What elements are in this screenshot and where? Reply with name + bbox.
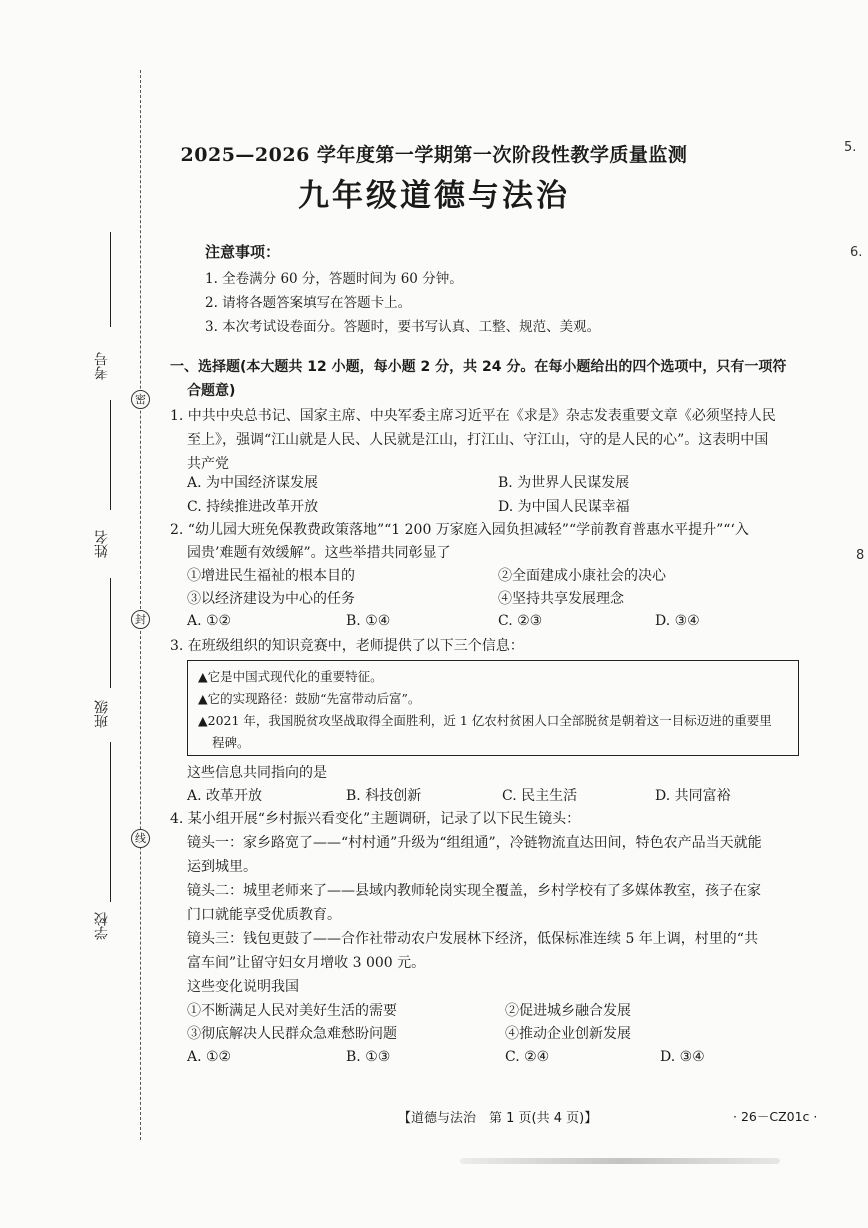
- q2-option-d: D. ③④: [655, 613, 700, 629]
- q3-info-1: ▲它是中国式现代化的重要特征。: [198, 669, 383, 684]
- next-page-fragment-5: 5.: [844, 140, 857, 155]
- section-heading-cont: 合题意): [187, 383, 236, 399]
- q2-line-2: 园贵’难题有效缓解”。这些举措共同彰显了: [187, 545, 451, 561]
- paper-code: · 26－CZ01c ·: [733, 1109, 818, 1124]
- q3-info-box: [187, 660, 799, 756]
- q4-line-5: 门口就能享受优质教育。: [187, 907, 341, 923]
- q4-option-c: C. ②④: [505, 1049, 550, 1065]
- notice-item-1: 1. 全卷满分 60 分，答题时间为 60 分钟。: [205, 271, 463, 287]
- q2-option-a: A. ①②: [187, 613, 232, 629]
- q2-statement-1: ①增进民生福祉的根本目的: [187, 568, 355, 584]
- q4-line-4: 镜头二：城里老师来了——县域内教师轮岗实现全覆盖，乡村学校有了多媒体教室，孩子在家: [187, 883, 761, 899]
- q1-option-b: B. 为世界人民谋发展: [498, 475, 630, 491]
- q3-option-a: A. 改革开放: [187, 788, 263, 804]
- q4-statement-4: ④推动企业创新发展: [505, 1026, 631, 1042]
- q4-option-b: B. ①③: [346, 1049, 391, 1065]
- class-label: 班级: [94, 700, 110, 728]
- school-label: 学校: [94, 912, 110, 940]
- q1-line-1: 1. 中共中央总书记、国家主席、中央军委主席习近平在《求是》杂志发表重要文章《必须坚持人民: [170, 408, 776, 424]
- q1-option-a: A. 为中国经济谋发展: [187, 475, 319, 491]
- q4-line-6: 镜头三：钱包更鼓了——合作社带动农户发展林下经济，低保标准连续 5 年上调，村里的“共: [187, 931, 758, 947]
- school-line: [110, 742, 111, 902]
- section-heading: 一、选择题(本大题共 12 小题，每小题 2 分，共 24 分。在每小题给出的四个选项中，只有一项符: [170, 359, 787, 375]
- exam-number-line: [110, 232, 111, 327]
- subject-title: 九年级道德与法治: [298, 178, 570, 214]
- q2-statement-4: ④坚持共享发展理念: [498, 591, 624, 607]
- exam-title: 2025—2026 学年度第一学期第一次阶段性教学质量监测: [180, 144, 688, 166]
- seal-mark-mi: 密: [131, 390, 150, 409]
- q2-option-c: C. ②③: [498, 613, 543, 629]
- scan-smudge: [460, 1158, 780, 1164]
- q3-stem: 这些信息共同指向的是: [187, 765, 327, 781]
- next-page-fragment-8: 8: [856, 548, 865, 563]
- q4-statement-2: ②促进城乡融合发展: [505, 1003, 631, 1019]
- q4-statement-3: ③彻底解决人民群众急难愁盼问题: [187, 1026, 397, 1042]
- q1-option-d: D. 为中国人民谋幸福: [498, 499, 630, 515]
- next-page-fragment-6: 6.: [850, 245, 863, 260]
- q4-line-2: 镜头一：家乡路宽了——“村村通”升级为“组组通”，冷链物流直达田间，特色农产品当天就能: [187, 835, 762, 851]
- notice-heading: 注意事项：: [205, 243, 281, 261]
- name-label: 姓名: [94, 530, 110, 558]
- notice-item-3: 3. 本次考试设卷面分。答题时，要书写认真、工整、规范、美观。: [205, 319, 601, 335]
- q4-option-a: A. ①②: [187, 1049, 232, 1065]
- page-footer: 【道德与法治 第 1 页(共 4 页)】: [398, 1111, 598, 1126]
- q3-option-d: D. 共同富裕: [655, 788, 731, 804]
- q1-line-3: 共产党: [187, 456, 229, 472]
- seal-mark-feng: 封: [131, 610, 150, 629]
- q3-info-2: ▲它的实现路径：鼓励“先富带动后富”。: [198, 691, 421, 706]
- q3-intro: 3. 在班级组织的知识竞赛中，老师提供了以下三个信息：: [170, 638, 524, 654]
- q4-line-1: 4. 某小组开展“乡村振兴看变化”主题调研，记录了以下民生镜头：: [170, 811, 581, 827]
- q2-option-b: B. ①④: [346, 613, 391, 629]
- q3-option-b: B. 科技创新: [346, 788, 422, 804]
- q3-info-3-cont: 程碑。: [212, 735, 250, 750]
- name-line: [110, 400, 111, 510]
- q1-option-c: C. 持续推进改革开放: [187, 499, 319, 515]
- class-line: [110, 578, 111, 688]
- exam-number-label: 考号: [94, 352, 110, 380]
- q4-line-7: 富车间”让留守妇女月增收 3 000 元。: [187, 955, 426, 971]
- seal-mark-xian: 线: [131, 829, 150, 848]
- q4-statement-1: ①不断满足人民对美好生活的需要: [187, 1003, 397, 1019]
- q3-info-3: ▲2021 年，我国脱贫攻坚战取得全面胜利，近 1 亿农村贫困人口全部脱贫是朝着这一目标迈进的重要里: [198, 713, 772, 728]
- q4-line-8: 这些变化说明我国: [187, 979, 299, 995]
- notice-item-2: 2. 请将各题答案填写在答题卡上。: [205, 295, 412, 311]
- q2-statement-2: ②全面建成小康社会的决心: [498, 568, 666, 584]
- q2-line-1: 2. “幼儿园大班免保教费政策落地”“1 200 万家庭入园负担减轻”“学前教育普惠水平提升”“‘入: [170, 522, 749, 538]
- q2-statement-3: ③以经济建设为中心的任务: [187, 591, 355, 607]
- q1-line-2: 至上》，强调“江山就是人民、人民就是江山，打江山、守江山，守的是人民的心”。这表明中国: [187, 432, 769, 448]
- q4-line-3: 运到城里。: [187, 859, 257, 875]
- q3-option-c: C. 民主生活: [502, 788, 578, 804]
- q4-option-d: D. ③④: [660, 1049, 705, 1065]
- binding-dashed-line: [140, 70, 141, 1140]
